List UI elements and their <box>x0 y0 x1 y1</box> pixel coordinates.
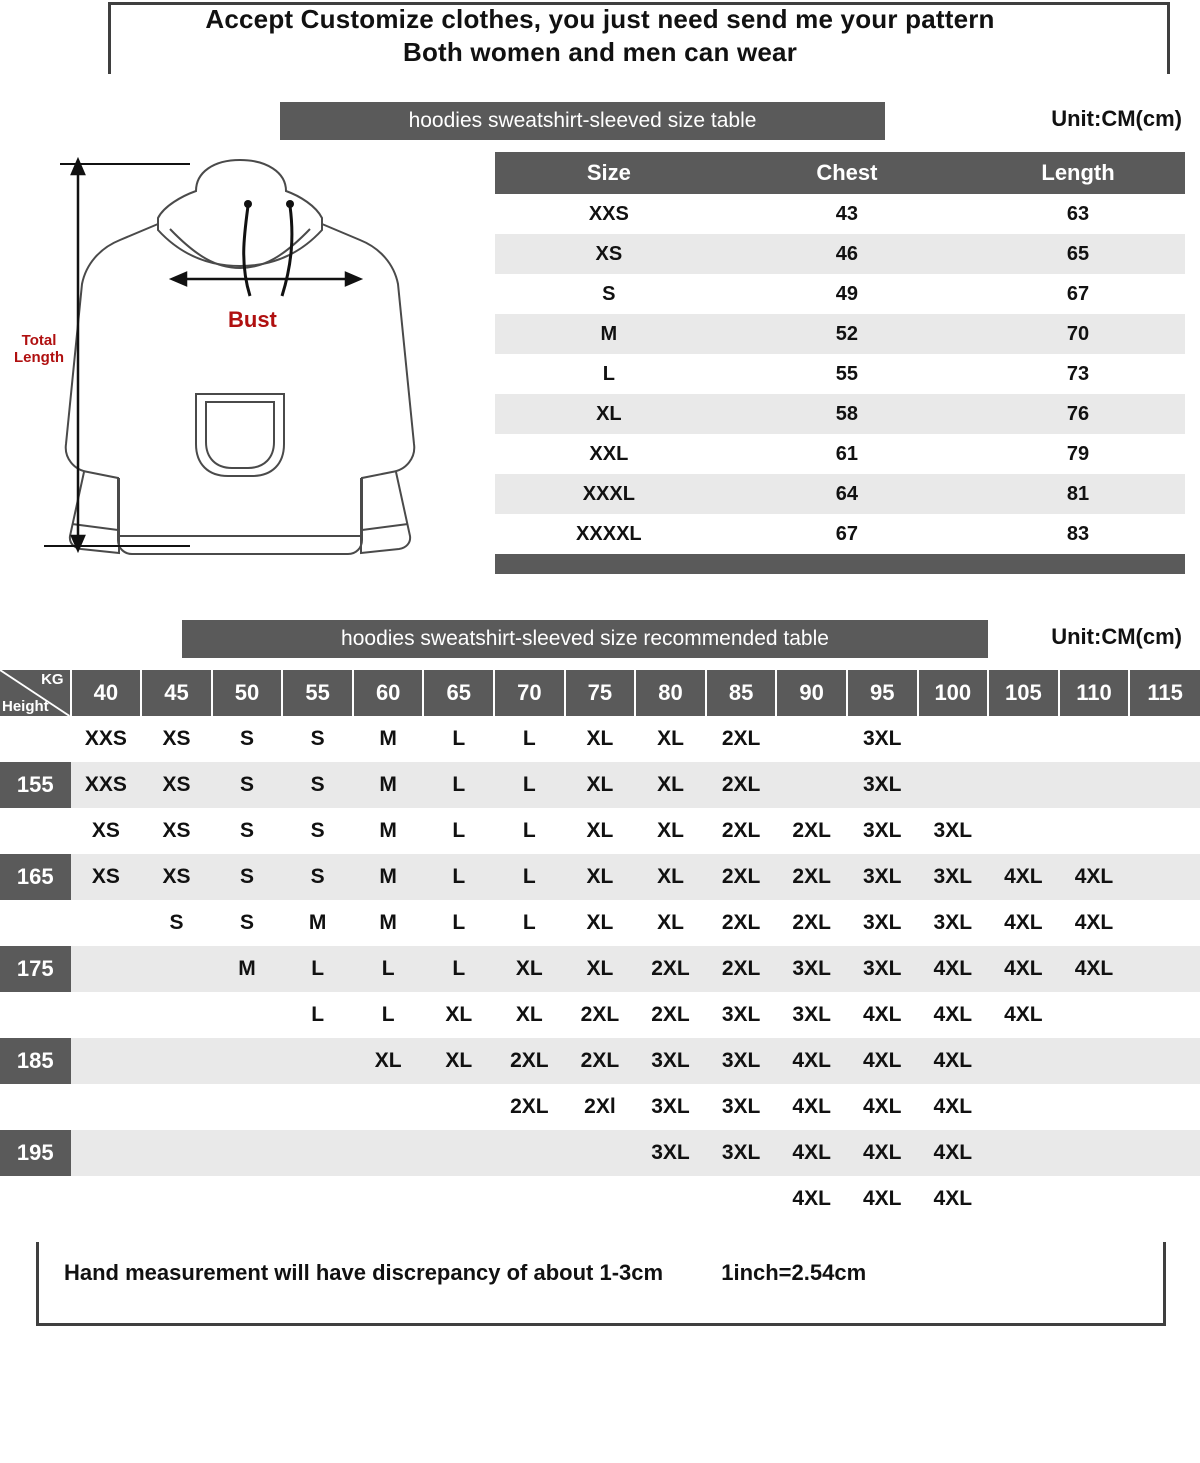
recommend-cell <box>494 1176 565 1222</box>
recommend-cell: L <box>282 992 353 1038</box>
table-row <box>495 394 1185 434</box>
recommend-cell: XL <box>565 716 636 762</box>
header <box>0 0 1200 80</box>
size-table-cell: XXS <box>495 194 723 234</box>
size-table-cell: XS <box>495 234 723 274</box>
size-table <box>495 152 1185 574</box>
header-line-1: Accept Customize clothes, you just need send me your pattern <box>205 4 995 34</box>
size-table-cell: 70 <box>971 314 1185 354</box>
recommend-table-title: hoodies sweatshirt-sleeved size recommended table <box>182 620 988 658</box>
recommend-cell: 2XL <box>706 808 777 854</box>
corner-kg-label: KG <box>41 671 64 688</box>
recommend-cell: 2XL <box>565 992 636 1038</box>
footer-inch-text: 1inch=2.54cm <box>721 1260 867 1285</box>
recommend-cell <box>212 1130 283 1176</box>
recommend-cell: M <box>353 900 424 946</box>
recommend-cell: L <box>423 854 494 900</box>
recommend-cell: 4XL <box>988 946 1059 992</box>
recommend-cell: XS <box>141 854 212 900</box>
weight-header-cell: 90 <box>776 670 847 716</box>
table-row <box>0 992 1200 1038</box>
recommend-cell: XL <box>423 1038 494 1084</box>
recommend-cell <box>282 1130 353 1176</box>
recommend-cell: XL <box>423 992 494 1038</box>
recommend-cell: XL <box>353 1038 424 1084</box>
recommend-cell <box>71 946 142 992</box>
recommend-cell <box>1129 900 1200 946</box>
recommend-cell <box>1129 1084 1200 1130</box>
recommend-cell: XS <box>141 808 212 854</box>
recommend-cell: 4XL <box>776 1130 847 1176</box>
footer-note-text: Hand measurement will have discrepancy of about 1-3cm <box>64 1260 664 1285</box>
recommend-cell <box>141 1176 212 1222</box>
size-table-cell: 64 <box>723 474 971 514</box>
size-table-cell: 76 <box>971 394 1185 434</box>
recommend-cell <box>1129 992 1200 1038</box>
weight-header-cell: 95 <box>847 670 918 716</box>
recommend-cell: 4XL <box>918 1130 989 1176</box>
recommend-cell: L <box>494 762 565 808</box>
table-row <box>0 1084 1200 1130</box>
recommend-cell: 4XL <box>1059 854 1130 900</box>
recommend-cell <box>353 1130 424 1176</box>
recommend-cell: 4XL <box>918 1038 989 1084</box>
recommend-cell: 4XL <box>918 992 989 1038</box>
recommend-cell <box>776 762 847 808</box>
recommend-cell: 2Xl <box>565 1084 636 1130</box>
table-row <box>495 314 1185 354</box>
size-table-footer-bar <box>495 554 1185 574</box>
recommend-cell <box>1129 762 1200 808</box>
total-length-label <box>8 332 70 366</box>
recommend-cell <box>565 1130 636 1176</box>
size-table-cell: XXXXL <box>495 514 723 554</box>
footer-note <box>64 1260 866 1286</box>
size-table-cell: 63 <box>971 194 1185 234</box>
size-table-header-row <box>495 152 1185 194</box>
recommend-cell: XL <box>494 946 565 992</box>
recommend-cell <box>212 1176 283 1222</box>
size-table-cell: 67 <box>723 514 971 554</box>
recommend-cell: M <box>282 900 353 946</box>
size-table-cell: S <box>495 274 723 314</box>
recommend-cell: 3XL <box>847 946 918 992</box>
recommend-cell: 3XL <box>918 854 989 900</box>
size-table-cell: 43 <box>723 194 971 234</box>
recommend-cell <box>1129 1176 1200 1222</box>
height-header-cell: 195 <box>0 1130 71 1176</box>
recommend-cell: 2XL <box>706 900 777 946</box>
recommend-cell: 3XL <box>847 716 918 762</box>
recommend-cell: 3XL <box>635 1038 706 1084</box>
table-row <box>495 434 1185 474</box>
recommend-cell: L <box>423 900 494 946</box>
size-table-col-chest: Chest <box>723 152 971 194</box>
size-table-cell: 46 <box>723 234 971 274</box>
recommend-cell: S <box>212 808 283 854</box>
recommend-cell: 3XL <box>706 992 777 1038</box>
recommend-cell: L <box>494 716 565 762</box>
height-header-cell: 180 <box>0 992 71 1038</box>
recommend-cell <box>141 1130 212 1176</box>
weight-header-cell: 100 <box>918 670 989 716</box>
recommend-cell: 3XL <box>847 762 918 808</box>
recommend-cell: L <box>423 762 494 808</box>
recommend-cell <box>423 1084 494 1130</box>
recommend-cell: XS <box>141 762 212 808</box>
recommend-cell <box>1129 716 1200 762</box>
recommend-cell: 4XL <box>847 1176 918 1222</box>
size-table-cell: XXXL <box>495 474 723 514</box>
size-table-cell: 52 <box>723 314 971 354</box>
recommend-cell: 2XL <box>635 946 706 992</box>
measurement-and-size-section <box>0 144 1200 614</box>
recommend-cell <box>71 900 142 946</box>
recommend-cell: XS <box>71 808 142 854</box>
size-table-cell: 65 <box>971 234 1185 274</box>
recommend-cell: XL <box>565 808 636 854</box>
height-header-cell: 175 <box>0 946 71 992</box>
recommend-cell: XL <box>635 716 706 762</box>
recommend-cell: S <box>212 716 283 762</box>
table-row <box>0 716 1200 762</box>
weight-header-cell: 105 <box>988 670 1059 716</box>
recommend-cell <box>988 1130 1059 1176</box>
table-row <box>0 808 1200 854</box>
weight-header-cell: 60 <box>353 670 424 716</box>
recommend-cell: 2XL <box>776 900 847 946</box>
recommend-cell: 4XL <box>918 1176 989 1222</box>
recommend-cell: 2XL <box>494 1084 565 1130</box>
recommend-cell: 3XL <box>706 1130 777 1176</box>
size-table-cell: XXL <box>495 434 723 474</box>
recommend-cell: 2XL <box>706 854 777 900</box>
recommend-cell <box>71 1176 142 1222</box>
recommend-cell: 4XL <box>918 946 989 992</box>
size-table-unit: Unit:CM(cm) <box>1051 106 1182 131</box>
recommend-cell <box>212 1084 283 1130</box>
recommend-cell <box>141 1084 212 1130</box>
size-table-cell: M <box>495 314 723 354</box>
recommend-cell: L <box>282 946 353 992</box>
recommend-cell <box>494 1130 565 1176</box>
recommend-cell: S <box>282 716 353 762</box>
height-header-cell: 170 <box>0 900 71 946</box>
recommend-cell: 3XL <box>776 992 847 1038</box>
recommend-cell <box>1059 1176 1130 1222</box>
size-table-cell: L <box>495 354 723 394</box>
recommend-cell <box>635 1176 706 1222</box>
recommend-cell: L <box>423 946 494 992</box>
recommend-cell: S <box>282 808 353 854</box>
weight-header-cell: 70 <box>494 670 565 716</box>
size-table-cell: 83 <box>971 514 1185 554</box>
recommend-table-header-row <box>0 670 1200 716</box>
weight-header-cell: 55 <box>282 670 353 716</box>
recommend-cell: 3XL <box>776 946 847 992</box>
recommend-cell: 4XL <box>1059 946 1130 992</box>
recommend-cell: 2XL <box>565 1038 636 1084</box>
recommend-cell: XL <box>635 854 706 900</box>
recommend-cell: XL <box>565 946 636 992</box>
recommend-cell <box>1059 1084 1130 1130</box>
recommend-cell: 4XL <box>847 1130 918 1176</box>
recommend-cell <box>988 716 1059 762</box>
recommend-cell <box>423 1130 494 1176</box>
recommend-cell: M <box>353 716 424 762</box>
recommend-cell: 4XL <box>988 900 1059 946</box>
recommend-cell <box>282 1084 353 1130</box>
recommend-cell: 4XL <box>847 1084 918 1130</box>
size-table-cell: 55 <box>723 354 971 394</box>
recommend-cell <box>988 1038 1059 1084</box>
recommend-cell <box>1129 946 1200 992</box>
recommend-cell: 3XL <box>706 1038 777 1084</box>
size-table-cell: 79 <box>971 434 1185 474</box>
weight-header-cell: 80 <box>635 670 706 716</box>
recommend-cell: L <box>423 716 494 762</box>
recommend-cell: M <box>212 946 283 992</box>
height-header-cell: 150 <box>0 716 71 762</box>
recommend-cell <box>1129 1130 1200 1176</box>
recommend-cell <box>71 1084 142 1130</box>
recommend-cell: M <box>353 808 424 854</box>
recommend-cell: XL <box>565 762 636 808</box>
recommend-cell: XL <box>635 762 706 808</box>
recommend-cell: L <box>353 992 424 1038</box>
recommend-cell: 3XL <box>847 808 918 854</box>
height-header-cell: 205 <box>0 1176 71 1222</box>
recommend-cell: 2XL <box>776 808 847 854</box>
size-table-cell: 81 <box>971 474 1185 514</box>
recommend-cell <box>423 1176 494 1222</box>
recommend-table <box>0 670 1200 1222</box>
size-table-title-row <box>0 102 1200 144</box>
recommend-cell: XS <box>141 716 212 762</box>
recommend-cell: 3XL <box>918 808 989 854</box>
recommend-cell: 2XL <box>706 762 777 808</box>
footer <box>0 1236 1200 1331</box>
recommend-cell: XL <box>565 854 636 900</box>
height-header-cell: 160 <box>0 808 71 854</box>
recommend-cell: 4XL <box>776 1176 847 1222</box>
recommend-cell: 2XL <box>635 992 706 1038</box>
recommend-cell: XL <box>635 900 706 946</box>
recommend-cell: S <box>282 854 353 900</box>
recommend-cell <box>565 1176 636 1222</box>
recommend-cell <box>1059 716 1130 762</box>
recommend-cell <box>141 946 212 992</box>
weight-header-cell: 40 <box>71 670 142 716</box>
size-table-title: hoodies sweatshirt-sleeved size table <box>280 102 885 140</box>
size-table-cell: 58 <box>723 394 971 434</box>
size-table-cell: XL <box>495 394 723 434</box>
size-table-cell: 73 <box>971 354 1185 394</box>
recommend-cell: 3XL <box>635 1130 706 1176</box>
weight-header-cell: 85 <box>706 670 777 716</box>
recommend-cell <box>988 762 1059 808</box>
table-row <box>0 900 1200 946</box>
recommend-cell: L <box>353 946 424 992</box>
total-length-line-2: Length <box>14 349 64 366</box>
recommend-cell <box>212 1038 283 1084</box>
header-text <box>0 0 1200 69</box>
recommend-cell <box>1059 992 1130 1038</box>
height-header-cell: 155 <box>0 762 71 808</box>
recommend-cell: 3XL <box>847 854 918 900</box>
recommend-cell: 4XL <box>776 1084 847 1130</box>
weight-header-cell: 75 <box>565 670 636 716</box>
recommend-cell: 3XL <box>847 900 918 946</box>
bust-label: Bust <box>228 307 277 332</box>
recommend-cell <box>282 1038 353 1084</box>
recommend-cell <box>988 1084 1059 1130</box>
table-row <box>0 1130 1200 1176</box>
recommend-cell <box>1059 1130 1130 1176</box>
table-row <box>495 354 1185 394</box>
recommend-cell <box>918 716 989 762</box>
table-row <box>0 854 1200 900</box>
table-row <box>495 274 1185 314</box>
recommend-cell: XXS <box>71 762 142 808</box>
recommend-cell: 3XL <box>918 900 989 946</box>
recommend-table-corner <box>0 670 71 716</box>
recommend-cell: S <box>212 900 283 946</box>
recommend-cell <box>1129 854 1200 900</box>
header-line-2: Both women and men can wear <box>402 37 798 67</box>
recommend-cell: S <box>212 854 283 900</box>
recommend-cell <box>353 1084 424 1130</box>
recommend-cell <box>282 1176 353 1222</box>
recommend-cell <box>918 762 989 808</box>
recommend-cell: 2XL <box>706 946 777 992</box>
table-row <box>495 474 1185 514</box>
size-table-footer-cell <box>495 554 1185 574</box>
recommend-cell: M <box>353 854 424 900</box>
height-header-cell: 165 <box>0 854 71 900</box>
recommend-cell: L <box>494 900 565 946</box>
recommend-cell: XL <box>494 992 565 1038</box>
table-row <box>0 1038 1200 1084</box>
recommend-cell <box>141 1038 212 1084</box>
recommend-cell <box>988 1176 1059 1222</box>
recommend-cell <box>1059 762 1130 808</box>
recommend-cell <box>71 992 142 1038</box>
weight-header-cell: 45 <box>141 670 212 716</box>
recommend-cell <box>212 992 283 1038</box>
recommend-cell <box>706 1176 777 1222</box>
recommend-table-unit: Unit:CM(cm) <box>1051 624 1182 649</box>
recommend-cell <box>1129 808 1200 854</box>
recommend-cell: XS <box>71 854 142 900</box>
recommend-cell: S <box>141 900 212 946</box>
table-row <box>495 234 1185 274</box>
recommend-cell <box>776 716 847 762</box>
weight-header-cell: 50 <box>212 670 283 716</box>
recommend-cell: 4XL <box>988 854 1059 900</box>
size-table-cell: 49 <box>723 274 971 314</box>
recommend-cell <box>1129 1038 1200 1084</box>
recommend-cell: XL <box>635 808 706 854</box>
table-row <box>0 1176 1200 1222</box>
table-row <box>495 514 1185 554</box>
recommend-cell: XXS <box>71 716 142 762</box>
recommend-cell: 4XL <box>776 1038 847 1084</box>
size-table-col-length: Length <box>971 152 1185 194</box>
recommend-cell: 4XL <box>1059 900 1130 946</box>
recommend-cell <box>141 992 212 1038</box>
recommend-cell: S <box>212 762 283 808</box>
recommend-cell: XL <box>565 900 636 946</box>
hoodie-diagram <box>0 144 470 604</box>
recommend-title-row <box>0 620 1200 662</box>
corner-height-label: Height <box>2 698 49 715</box>
recommend-cell <box>71 1038 142 1084</box>
recommend-cell: 2XL <box>776 854 847 900</box>
recommend-cell: 4XL <box>988 992 1059 1038</box>
recommend-cell: 3XL <box>635 1084 706 1130</box>
height-header-cell: 185 <box>0 1038 71 1084</box>
recommend-cell: 4XL <box>918 1084 989 1130</box>
recommend-cell <box>1059 808 1130 854</box>
table-row <box>495 194 1185 234</box>
recommend-cell: 4XL <box>847 1038 918 1084</box>
recommend-cell <box>1059 1038 1130 1084</box>
height-header-cell: 190 <box>0 1084 71 1130</box>
recommend-cell: 4XL <box>847 992 918 1038</box>
total-length-line-1: Total <box>21 332 57 349</box>
recommend-cell: S <box>282 762 353 808</box>
size-table-cell: 67 <box>971 274 1185 314</box>
weight-header-cell: 110 <box>1059 670 1130 716</box>
recommend-table-wrap <box>0 670 1200 1222</box>
recommend-cell: 2XL <box>706 716 777 762</box>
recommend-cell: L <box>423 808 494 854</box>
recommend-cell <box>988 808 1059 854</box>
recommend-cell: M <box>353 762 424 808</box>
recommend-cell: 2XL <box>494 1038 565 1084</box>
weight-header-cell: 65 <box>423 670 494 716</box>
size-table-col-size: Size <box>495 152 723 194</box>
recommend-cell: 3XL <box>706 1084 777 1130</box>
recommend-cell: L <box>494 854 565 900</box>
size-table-cell: 61 <box>723 434 971 474</box>
table-row <box>0 946 1200 992</box>
weight-header-cell: 115 <box>1129 670 1200 716</box>
recommend-cell <box>71 1130 142 1176</box>
table-row <box>0 762 1200 808</box>
recommend-cell: L <box>494 808 565 854</box>
recommend-cell <box>353 1176 424 1222</box>
